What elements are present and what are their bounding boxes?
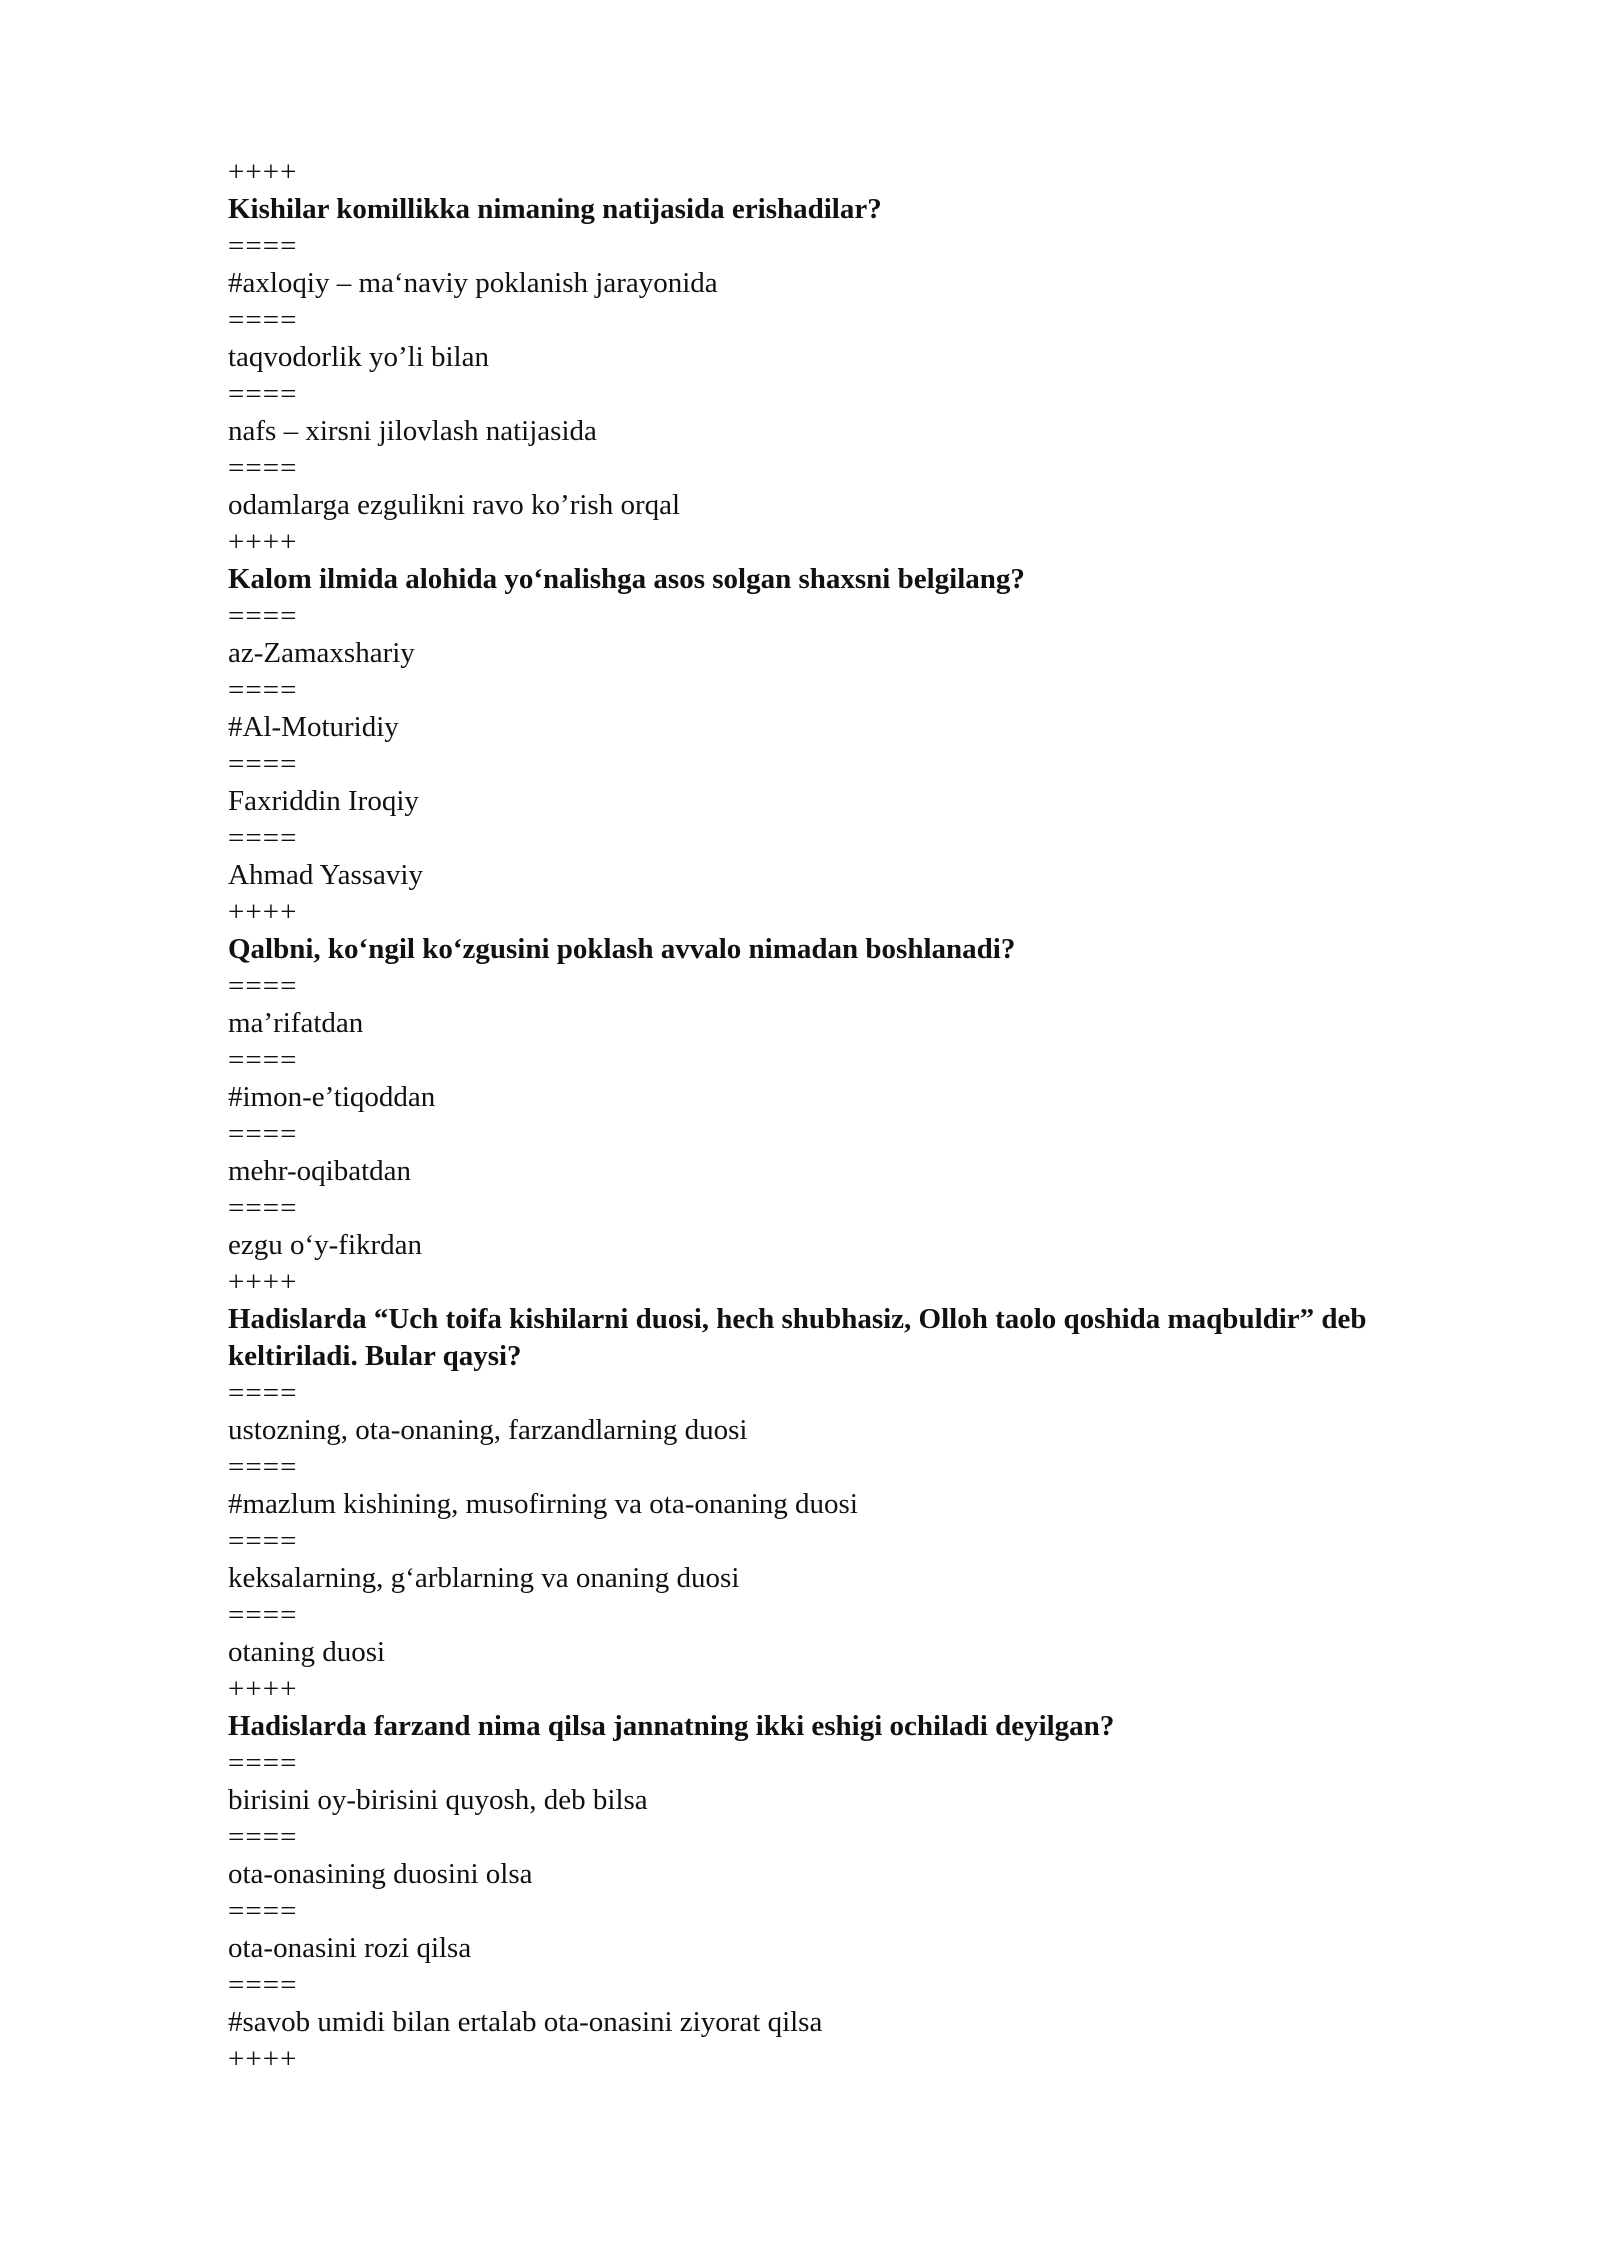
answer-option: taqvodorlik yo’li bilan — [228, 341, 489, 373]
answer-option: ezgu o‘y-fikrdan — [228, 1229, 423, 1261]
answer-option: #imon-e’tiqoddan — [228, 1081, 436, 1113]
test-document — [228, 154, 1488, 2078]
question-block — [228, 1671, 1488, 2041]
answer-separator: ==== — [228, 1969, 298, 2001]
question-block — [228, 524, 1488, 894]
question-separator: ++++ — [228, 526, 298, 558]
question-separator: ++++ — [228, 2043, 298, 2075]
answer-separator: ==== — [228, 1451, 298, 1483]
answer-separator: ==== — [228, 1821, 298, 1853]
answer-option: otaning duosi — [228, 1636, 386, 1668]
answer-separator: ==== — [228, 230, 298, 262]
answer-separator: ==== — [228, 748, 298, 780]
answer-separator: ==== — [228, 1044, 298, 1076]
question-block — [228, 154, 1488, 524]
answer-separator: ==== — [228, 1118, 298, 1150]
answer-separator: ==== — [228, 600, 298, 632]
answer-separator: ==== — [228, 1747, 298, 1779]
answer-separator: ==== — [228, 1192, 298, 1224]
question-text: Qalbni, ko‘ngil ko‘zgusini poklash avvalo nimadan boshlanadi? — [228, 933, 1016, 965]
answer-separator: ==== — [228, 674, 298, 706]
question-block — [228, 1264, 1488, 1671]
answer-separator: ==== — [228, 452, 298, 484]
answer-option: odamlarga ezgulikni ravo ko’rish orqal — [228, 489, 681, 521]
answer-option: az-Zamaxshariy — [228, 637, 415, 669]
answer-option: ota-onasini rozi qilsa — [228, 1932, 472, 1964]
answer-option: birisini oy-birisini quyosh, deb bilsa — [228, 1784, 648, 1816]
answer-separator: ==== — [228, 304, 298, 336]
question-text: Hadislarda “Uch toifa kishilarni duosi, hech shubhasiz, Olloh taolo qoshida maqbuldir” deb keltiriladi. Bular qaysi? — [228, 1303, 1367, 1372]
answer-option: Faxriddin Iroqiy — [228, 785, 419, 817]
answer-separator: ==== — [228, 822, 298, 854]
answer-option: #savob umidi bilan ertalab ota-onasini ziyorat qilsa — [228, 2006, 823, 2038]
question-separator: ++++ — [228, 1266, 298, 1298]
question-separator: ++++ — [228, 896, 298, 928]
answer-separator: ==== — [228, 1895, 298, 1927]
answer-option: #Al-Moturidiy — [228, 711, 399, 743]
question-separator: ++++ — [228, 1673, 298, 1705]
answer-option: nafs – xirsni jilovlash natijasida — [228, 415, 597, 447]
answer-separator: ==== — [228, 970, 298, 1002]
question-text: Kalom ilmida alohida yo‘nalishga asos solgan shaxsni belgilang? — [228, 563, 1025, 595]
answer-option: mehr-oqibatdan — [228, 1155, 412, 1187]
question-block — [228, 894, 1488, 1264]
question-separator: ++++ — [228, 156, 298, 188]
question-text: Kishilar komillikka nimaning natijasida erishadilar? — [228, 193, 882, 225]
answer-separator: ==== — [228, 1599, 298, 1631]
answer-separator: ==== — [228, 1377, 298, 1409]
answer-option: #mazlum kishining, musofirning va ota-onaning duosi — [228, 1488, 858, 1520]
answer-option: ota-onasining duosini olsa — [228, 1858, 533, 1890]
answer-option: keksalarning, g‘arblarning va onaning duosi — [228, 1562, 740, 1594]
question-text: Hadislarda farzand nima qilsa jannatning ikki eshigi ochiladi deyilgan? — [228, 1710, 1115, 1742]
answer-option: Ahmad Yassaviy — [228, 859, 423, 891]
answer-option: #axloqiy – ma‘naviy poklanish jarayonida — [228, 267, 718, 299]
answer-option: ma’rifatdan — [228, 1007, 364, 1039]
answer-separator: ==== — [228, 378, 298, 410]
answer-separator: ==== — [228, 1525, 298, 1557]
answer-option: ustozning, ota-onaning, farzandlarning duosi — [228, 1414, 748, 1446]
